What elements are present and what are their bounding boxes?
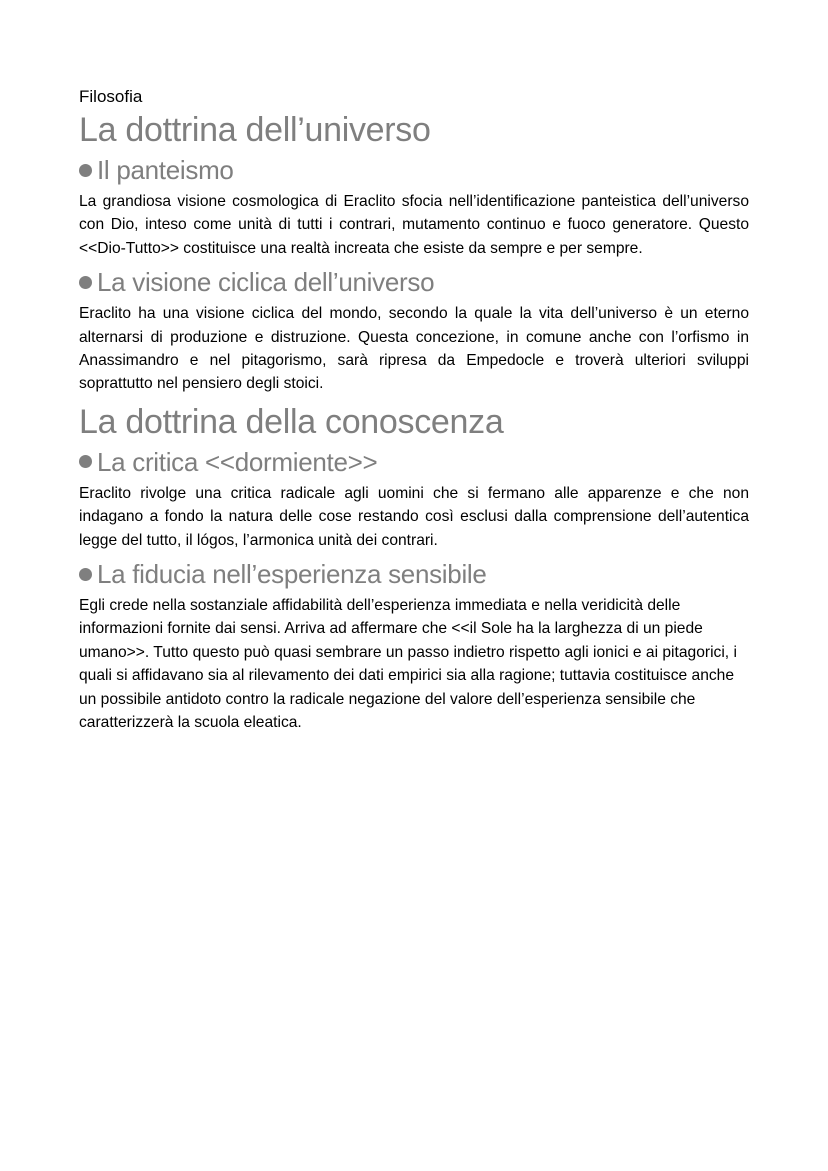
subject-label: Filosofia (79, 87, 143, 106)
bullet-icon (79, 276, 92, 289)
subsection-title-text: La fiducia nell’esperienza sensibile (97, 559, 487, 590)
subsection-critique (79, 446, 749, 552)
document-page (79, 86, 749, 741)
subsection-title (79, 558, 749, 590)
paragraph: Egli crede nella sostanziale affidabilità dell’esperienza immediata e nella veridicità delle informazioni fornite dai sensi. Arriva ad affermare che <<il Sole ha la larghezza di un piede umano>>. Tutto questo può quasi sembrare un passo indietro rispetto agli ionici e ai pitagorici, i quali si affidavano sia al rilevamento dei dati empirici sia alla ragione; tuttavia costituisce anche un possibile antidoto contro la radicale negazione del valore dell’esperienza sensibile che caratterizzerà la scuola eleatica. (79, 597, 737, 732)
subsection-sensory-trust (79, 558, 749, 734)
bullet-icon (79, 455, 92, 468)
subsection-title (79, 154, 749, 186)
paragraph: La grandiosa visione cosmologica di Eraclito sfocia nell’identificazione panteistica dell’universo con Dio, inteso come unità di tutti i contrari, mutamento continuo e fuoco generatore. Questo <<Dio-Tutto>> costituisce una realtà increata che esiste da sempre e per sempre. (79, 193, 749, 257)
section-title: La dottrina della conoscenza (79, 402, 504, 441)
paragraph: Eraclito ha una visione ciclica del mondo, secondo la quale la vita dell’universo è un eterno alternarsi di produzione e distruzione. Questa concezione, in comune anche con l’orfismo in Anassimandro e nel pitagorismo, sarà ripresa da Empedocle e troverà ulteriori sviluppi soprattutto nel pensiero degli stoici. (79, 305, 749, 393)
subsection-pantheism (79, 154, 749, 260)
section-universe (79, 110, 749, 396)
subsection-title (79, 446, 749, 478)
section-title: La dottrina dell’universo (79, 111, 431, 149)
paragraph: Eraclito rivolge una critica radicale agli uomini che si fermano alle apparenze e che non indagano a fondo la natura delle cose restando così esclusi dalla comprensione dell’autentica legge del tutto, il lógos, l’armonica unità dei contrari. (79, 484, 749, 549)
subsection-title-text: La visione ciclica dell’universo (97, 267, 435, 298)
subsection-title (79, 266, 749, 298)
subsection-title-text: Il panteismo (97, 155, 234, 185)
bullet-icon (79, 164, 92, 177)
subsection-title-text: La critica <<dormiente>> (97, 446, 378, 477)
bullet-icon (79, 568, 92, 581)
subsection-cyclic-vision (79, 266, 749, 396)
section-knowledge (79, 402, 749, 735)
